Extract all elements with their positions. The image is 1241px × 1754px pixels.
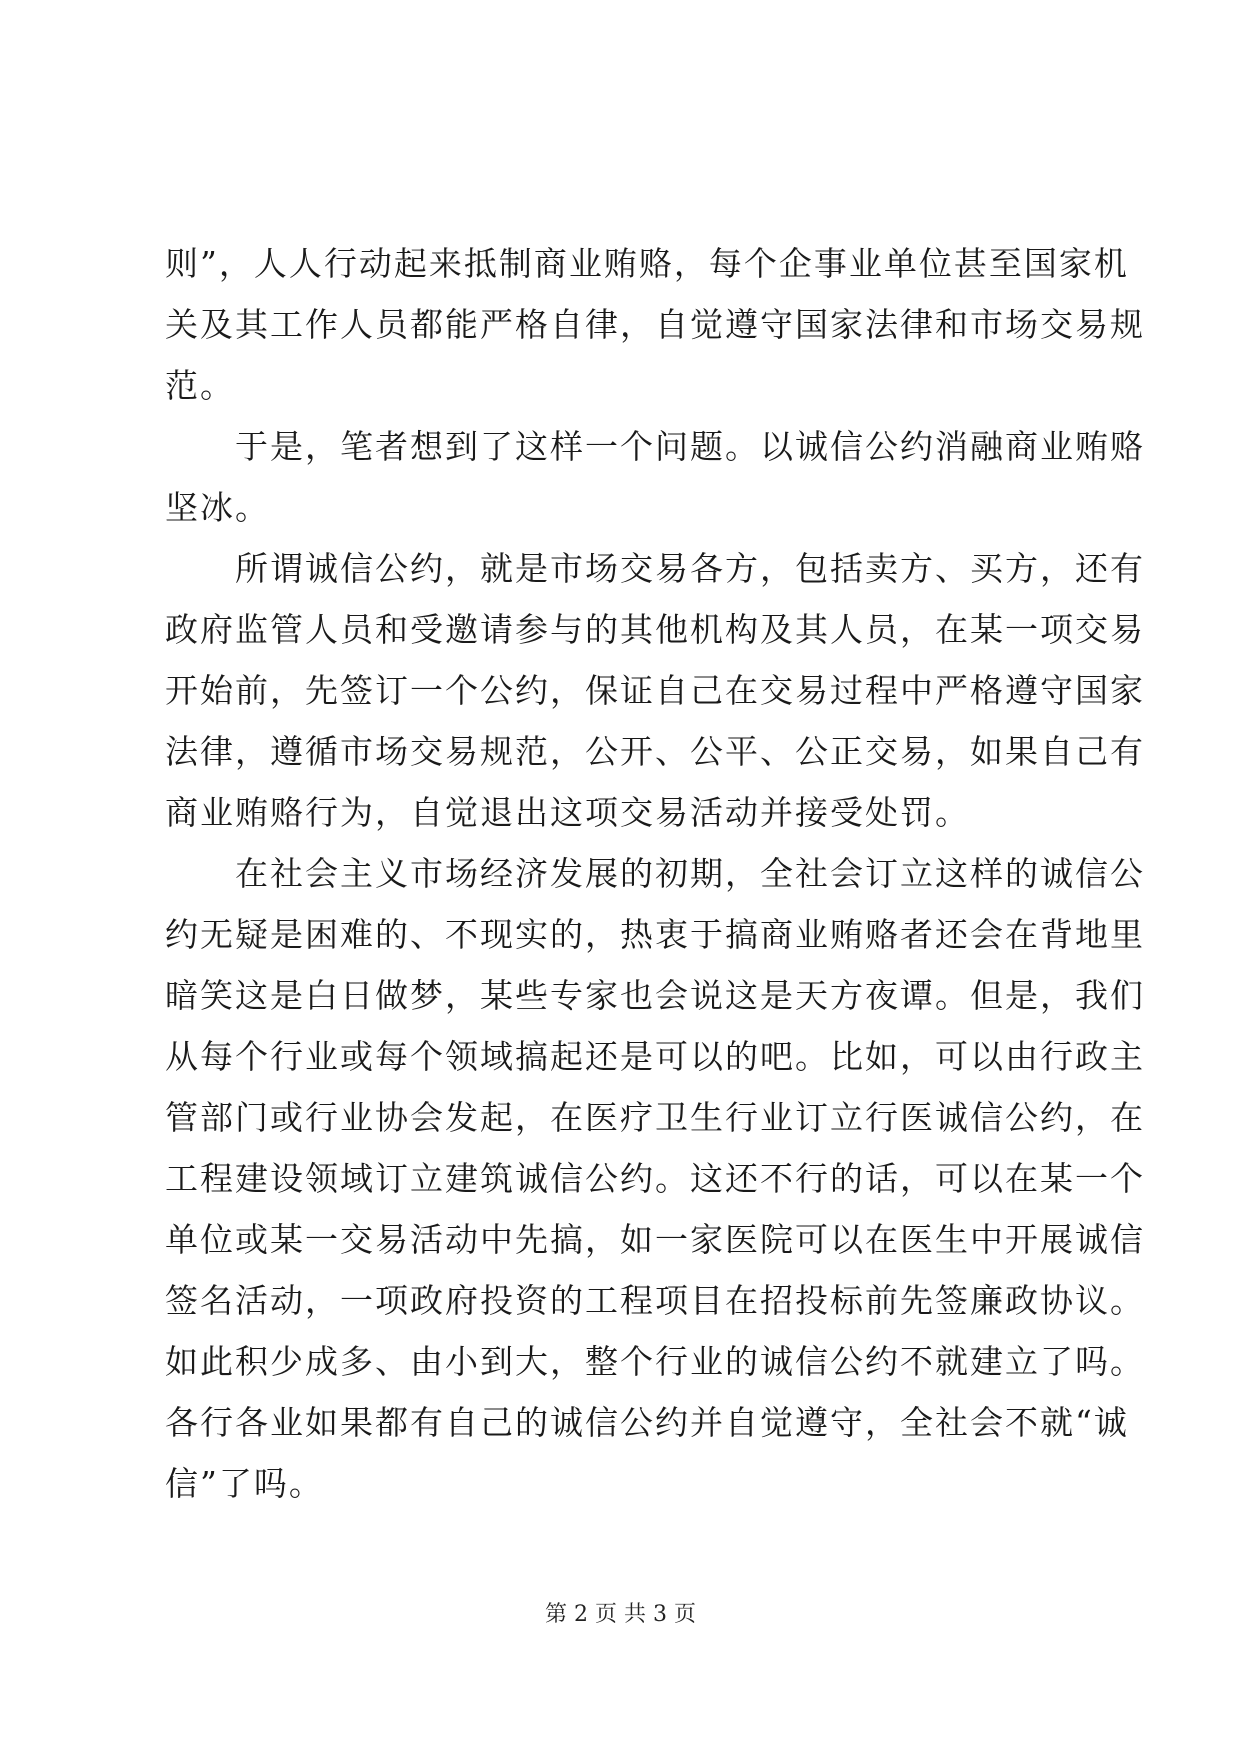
text-line: 政府监管人员和受邀请参与的其他机构及其人员，在某一项交易 [165,610,1145,649]
text-line: 则”，人人行动起来抵制商业贿赂，每个企事业单位甚至国家机 [165,244,1129,283]
text-line: 信”了吗。 [165,1464,324,1503]
text-line: 如此积少成多、由小到大，整个行业的诚信公约不就建立了吗。 [165,1342,1145,1381]
text-line: 开始前，先签订一个公约，保证自己在交易过程中严格遵守国家 [165,671,1145,710]
text-line: 单位或某一交易活动中先搞，如一家医院可以在医生中开展诚信 [165,1220,1145,1259]
text-line: 商业贿赂行为，自觉退出这项交易活动并接受处罚。 [165,793,970,832]
text-line: 从每个行业或每个领域搞起还是可以的吧。比如，可以由行政主 [165,1037,1145,1076]
text-line: 所谓诚信公约，就是市场交易各方，包括卖方、买方，还有 [165,549,1145,588]
text-line: 关及其工作人员都能严格自律，自觉遵守国家法律和市场交易规 [165,305,1145,344]
text-line: 于是，笔者想到了这样一个问题。以诚信公约消融商业贿赂 [165,427,1145,466]
text-line: 范。 [165,366,235,405]
text-line: 坚冰。 [165,488,270,527]
text-line: 约无疑是困难的、不现实的，热衷于搞商业贿赂者还会在背地里 [165,915,1145,954]
body-text [165,233,1145,1514]
page-number-footer: 第 2 页 共 3 页 [545,1602,696,1627]
text-line: 暗笑这是白日做梦，某些专家也会说这是天方夜谭。但是，我们 [165,976,1145,1015]
text-line: 工程建设领域订立建筑诚信公约。这还不行的话，可以在某一个 [165,1159,1145,1198]
text-line: 法律，遵循市场交易规范，公开、公平、公正交易，如果自己有 [165,732,1145,771]
text-line: 管部门或行业协会发起，在医疗卫生行业订立行医诚信公约，在 [165,1098,1145,1137]
text-line: 签名活动，一项政府投资的工程项目在招投标前先签廉政协议。 [165,1281,1145,1320]
text-line: 各行各业如果都有自己的诚信公约并自觉遵守，全社会不就“诚 [165,1403,1129,1442]
text-line: 在社会主义市场经济发展的初期，全社会订立这样的诚信公 [165,854,1145,893]
